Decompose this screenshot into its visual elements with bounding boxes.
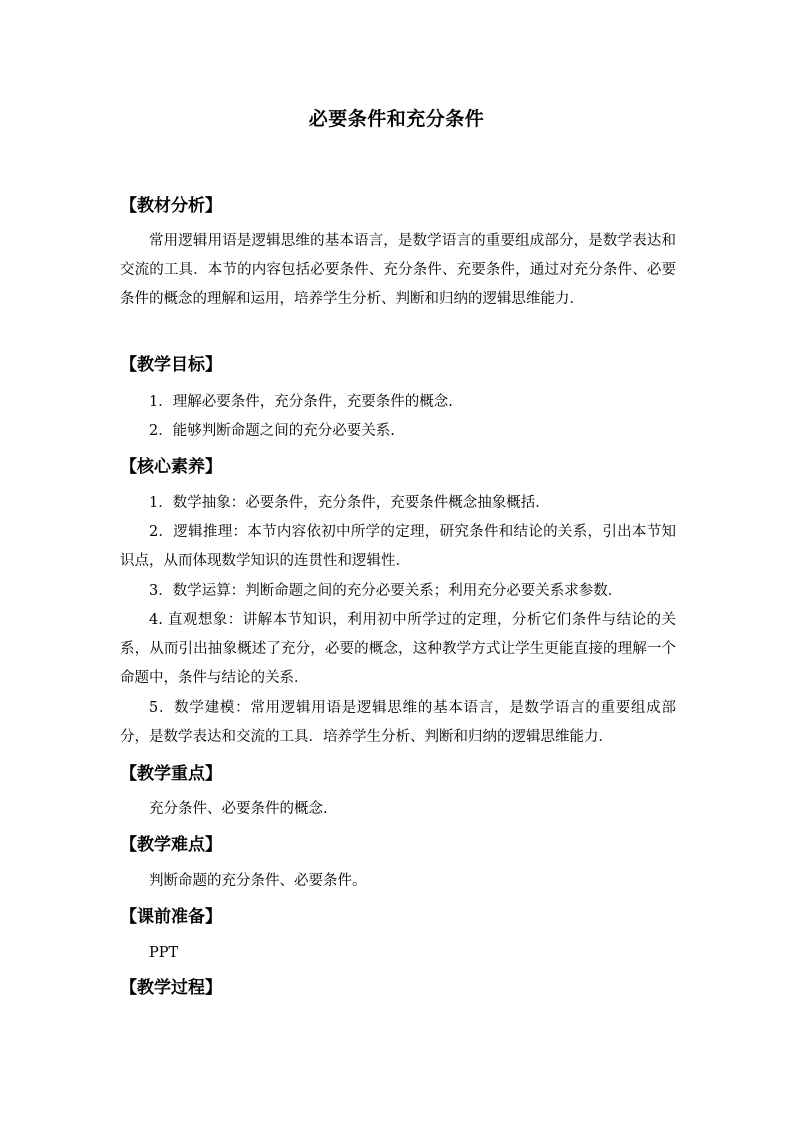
heading-key-points: 【教学重点】 xyxy=(120,764,222,784)
heading-preparation: 【课前准备】 xyxy=(120,907,222,927)
page-title: 必要条件和充分条件 xyxy=(308,108,485,130)
preparation-text: PPT xyxy=(149,945,179,961)
heading-goals: 【教学目标】 xyxy=(120,355,222,375)
analysis-text: 常用逻辑用语是逻辑思维的基本语言，是数学语言的重要组成部分，是数学表达和交流的工具．本节的内容包括必要条件、充分条件、充要条件，通过对充分条件、必要条件的概念的理解和运用，培养学生分析、判断和归纳的逻辑思维能力． xyxy=(120,233,676,307)
literacy-item-2: 2．逻辑推理：本节内容依初中所学的定理，研究条件和结论的关系，引出本节知识点，从而体现数学知识的连贯性和逻辑性． xyxy=(120,524,676,569)
goal-item-2: 2．能够判断命题之间的充分必要关系. xyxy=(149,423,395,439)
heading-difficulties: 【教学难点】 xyxy=(120,835,222,855)
literacy-item-4: 4. 直观想象：讲解本节知识，利用初中所学过的定理，分析它们条件与结论的关系，从而引出抽象概述了充分，必要的概念，这种教学方式让学生更能直接的理解一个命题中，条件与结论的关系． xyxy=(120,612,676,686)
heading-analysis: 【教材分析】 xyxy=(120,196,222,216)
goal-item-1: 1．理解必要条件，充分条件，充要条件的概念. xyxy=(149,394,453,410)
literacy-item-1: 1．数学抽象：必要条件，充分条件，充要条件概念抽象概括． xyxy=(149,495,550,511)
heading-literacy: 【核心素养】 xyxy=(120,457,222,477)
literacy-item-5: 5．数学建模：常用逻辑用语是逻辑思维的基本语言，是数学语言的重要组成部分，是数学表达和交流的工具．培养学生分析、判断和归纳的逻辑思维能力． xyxy=(120,700,676,745)
difficulties-text: 判断命题的充分条件、必要条件。 xyxy=(149,873,367,889)
literacy-item-3: 3．数学运算：判断命题之间的充分必要关系；利用充分必要关系求参数． xyxy=(149,583,623,599)
heading-process: 【教学过程】 xyxy=(120,978,222,998)
key-points-text: 充分条件、必要条件的概念. xyxy=(149,801,328,817)
